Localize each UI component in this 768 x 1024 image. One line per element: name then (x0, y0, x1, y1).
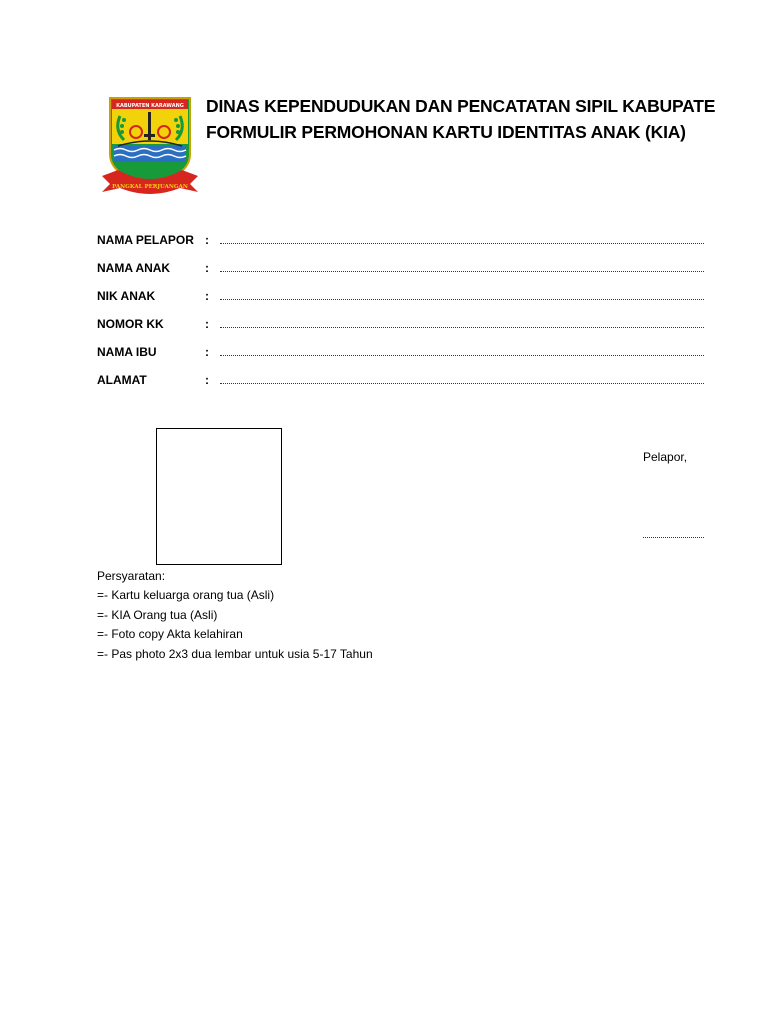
signer-label: Pelapor, (643, 450, 688, 464)
nama-pelapor-blank[interactable] (220, 243, 704, 244)
field-colon: : (205, 373, 209, 387)
field-label: ALAMAT (97, 373, 147, 387)
field-nama-pelapor (97, 231, 707, 259)
field-alamat (97, 371, 707, 399)
photo-box (156, 428, 282, 565)
field-colon: : (205, 261, 209, 275)
field-nik-anak (97, 287, 707, 315)
alamat-blank[interactable] (220, 383, 704, 384)
field-nama-anak (97, 259, 707, 287)
field-colon: : (205, 317, 209, 331)
emblem-motto-text: PANGKAL PERJUANGAN (112, 184, 188, 190)
list-item: =- Pas photo 2x3 dua lembar untuk usia 5-17 Tahun (97, 646, 373, 661)
nama-anak-blank[interactable] (220, 271, 704, 272)
field-colon: : (205, 289, 209, 303)
emblem-top-text: KABUPATEN KARAWANG (116, 103, 184, 109)
nama-ibu-blank[interactable] (220, 355, 704, 356)
list-item: =- Foto copy Akta kelahiran (97, 627, 243, 641)
nik-anak-blank[interactable] (220, 299, 704, 300)
office-title: DINAS KEPENDUDUKAN DAN PENCATATAN SIPIL KABUPATE (206, 96, 716, 116)
field-nomor-kk (97, 315, 707, 343)
field-label: NIK ANAK (97, 289, 156, 303)
signature-blank[interactable] (643, 537, 704, 538)
field-colon: : (205, 345, 209, 359)
requirements-list (97, 567, 373, 664)
field-label: NOMOR KK (97, 317, 164, 331)
requirements-title: Persyaratan: (97, 569, 166, 583)
field-colon: : (205, 233, 209, 247)
field-label: NAMA ANAK (97, 261, 171, 275)
field-label: NAMA PELAPOR (97, 233, 194, 247)
list-item: =- Kartu keluarga orang tua (Asli) (97, 588, 275, 602)
nomor-kk-blank[interactable] (220, 327, 704, 328)
field-nama-ibu (97, 343, 707, 371)
applicant-fields (97, 231, 707, 399)
field-label: NAMA IBU (97, 345, 157, 359)
karawang-emblem-icon (100, 92, 200, 196)
list-item: =- KIA Orang tua (Asli) (97, 607, 218, 622)
form-title: FORMULIR PERMOHONAN KARTU IDENTITAS ANAK (KIA) (206, 122, 686, 142)
form-header (206, 93, 761, 145)
